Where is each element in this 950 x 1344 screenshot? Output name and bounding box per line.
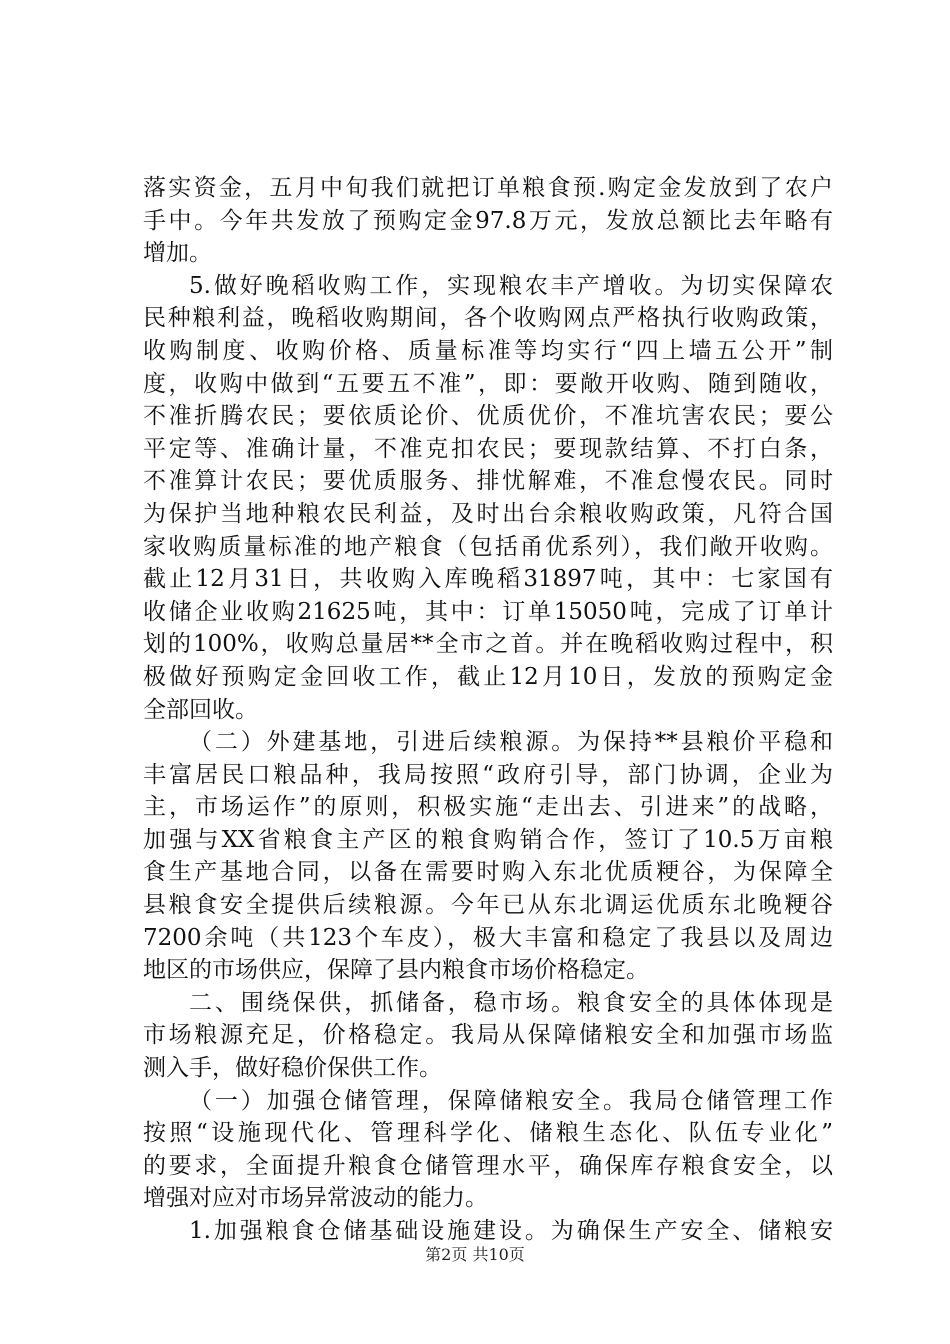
text-line: 5.做好晚稻收购工作，实现粮农丰产增收。为切实保障农 [189,272,833,299]
text-line: 丰富居民口粮品种，我局按照“政府引导，部门协调，企业为 [143,761,833,788]
text-line: 为保护当地种粮农民利益，及时出台余粮收购政策，凡符合国 [143,500,833,527]
text-line: 落实资金，五月中旬我们就把订单粮食预.购定金发放到了农户 [143,175,833,201]
text-line: 家收购质量标准的地产粮食（包括甬优系列），我们敞开收购。 [143,533,833,560]
text-line: 收购制度、收购价格、质量标准等均实行“四上墙五公开”制 [143,337,833,364]
text-line: 民种粮利益，晚稻收购期间，各个收购网点严格执行收购政策， [143,305,833,332]
text-line: 1.加强粮食仓储基础设施建设。为确保生产安全、储粮安 [189,1218,833,1244]
text-line: 地区的市场供应，保障了县内粮食市场价格稳定。 [143,957,649,984]
text-line: 划的100%，收购总量居**全市之首。并在晚稻收购过程中，积 [143,631,833,658]
text-line: 极做好预购定金回收工作，截止12月10日，发放的预购定金 [143,663,833,690]
text-line: 主，市场运作”的原则，积极实施“走出去、引进来”的战略， [143,794,833,821]
text-line: 不准折腾农民；要依质论价、优质优价，不准坑害农民；要公 [143,403,833,430]
text-line: 度，收购中做到“五要五不准”，即：要敞开收购、随到随收， [143,370,833,397]
text-line: 7200余吨（共123个车皮），极大丰富和稳定了我县以及周边 [143,924,833,951]
text-line: 收储企业收购21625吨，其中：订单15050吨，完成了订单计 [143,598,833,625]
text-line: 的要求，全面提升粮食仓储管理水平，确保库存粮食安全，以 [143,1152,833,1179]
text-line: 全部回收。 [143,696,258,723]
text-line: 县粮食安全提供后续粮源。今年已从东北调运优质东北晚粳谷 [143,892,833,919]
text-line: （一）加强仓储管理，保障储粮安全。我局仓储管理工作 [189,1087,833,1114]
text-line: 按照“设施现代化、管理科学化、储粮生态化、队伍专业化” [143,1120,833,1147]
text-line: 加强与XX省粮食主产区的粮食购销合作，签订了10.5万亩粮 [143,826,833,853]
text-line: 手中。今年共发放了预购定金97.8万元，发放总额比去年略有 [143,207,833,234]
text-line: 测入手，做好稳价保供工作。 [143,1055,442,1082]
text-line: 不准算计农民；要优质服务、排忧解难，不准怠慢农民。同时 [143,468,833,495]
document-body [143,172,833,1248]
text-line: 平定等、准确计量，不准克扣农民；要现款结算、不打白条， [143,435,833,462]
page-footer: 第2页 共10页 [425,1245,525,1264]
text-line: 截止12月31日，共收购入库晚稻31897吨，其中：七家国有 [143,566,833,593]
text-line: 增强对应对市场异常波动的能力。 [143,1185,488,1212]
text-line: 市场粮源充足，价格稳定。我局从保障储粮安全和加强市场监 [143,1022,833,1049]
text-line: 二、围绕保供，抓储备，稳市场。粮食安全的具体体现是 [189,989,833,1016]
text-line: 增加。 [143,240,212,267]
text-line: （二）外建基地，引进后续粮源。为保持**县粮价平稳和 [189,729,833,756]
text-line: 食生产基地合同，以备在需要时购入东北优质粳谷，为保障全 [143,859,833,886]
